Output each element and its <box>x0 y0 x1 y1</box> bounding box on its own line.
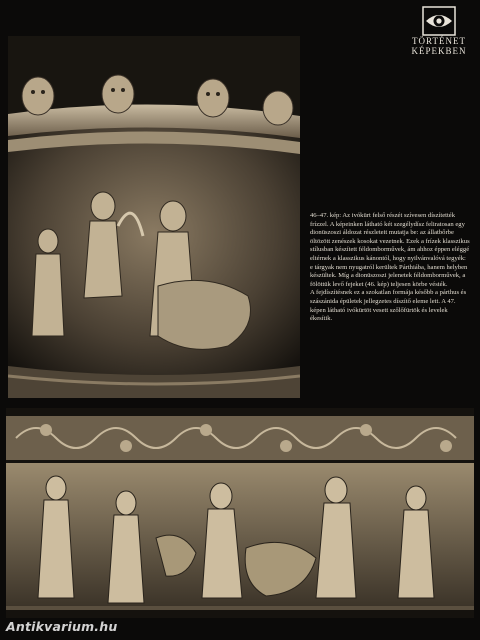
series-logo <box>408 6 470 62</box>
relief-photo-top <box>8 36 300 398</box>
eye-icon <box>422 6 456 36</box>
relief-photo <box>8 36 300 398</box>
caption-paragraph-2: A fejdíszítésnek ez a szokatlan formája később a párthus és szászánida épületek jellegzetes díszítő eleme lett. A 47. képen látható ivókürtöt vesett szőlőfürtök és levelek ékesítik. <box>310 289 467 323</box>
caption-paragraph-1: 46–47. kép: Az ivókürt felső részét szívesen díszítették frízzel. A képeinken látható két szegélydísz feliratosan egy dionüszoszi áldozat részleteit mutatja be: az állatbőrbe öltözött zenészek kosokat vezetnek. Ezek a frízek klasszikus stílusban készített féldomborművek, ám ahhoz éppen eléggé eltérnek a klasszikus kánontól, hogy nyilvánvalóvá tegyék: e tárgyak nem nyugatról kerültek Párthiába, hanem helyben készültek. Míg a dionüszoszi jelenetek féldomborművek, a fölöttük levő fejeket (46. kép) teljesen körbe vésték. <box>310 212 470 288</box>
relief-photo-bottom <box>6 408 474 618</box>
logo-line-2: KÉPEKBEN <box>411 46 467 56</box>
logo-line-1: TÖRTÉNET <box>412 36 466 46</box>
relief-frieze-photo <box>6 408 474 618</box>
photo-caption <box>310 212 470 324</box>
watermark: Antikvarium.hu <box>6 619 118 634</box>
